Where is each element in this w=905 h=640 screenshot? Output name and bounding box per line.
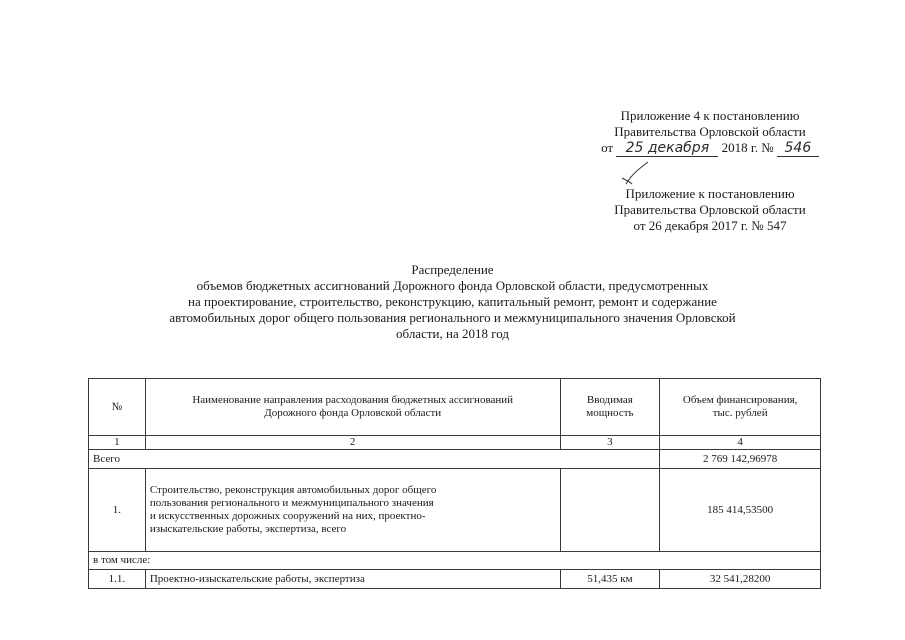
column-number-row xyxy=(89,436,821,450)
row-num: 1.1. xyxy=(89,570,146,589)
title-line4: автомобильных дорог общего пользования регионального и межмуниципального значения Орловской xyxy=(169,310,736,325)
row-num: 1. xyxy=(89,469,146,552)
title-line1: Распределение xyxy=(411,262,494,277)
header-name: Наименование направления расходования бюджетных ассигнований Дорожного фонда Орловской области xyxy=(145,379,560,436)
table-header-row xyxy=(89,379,821,436)
document-title xyxy=(100,262,805,342)
row-value: 32 541,28200 xyxy=(660,570,821,589)
appendix-previous-line3: от 26 декабря 2017 г. № 547 xyxy=(633,218,787,233)
row-name: Строительство, реконструкция автомобильных дорог общего пользования регионального и межмуниципального значения и искусственных дорожных сооружений на них, проектно- изыскательские работы, экспертиза, всего xyxy=(145,469,560,552)
date-prefix: от xyxy=(601,140,614,155)
title-line3: на проектирование, строительство, реконструкцию, капитальный ремонт, ремонт и содержание xyxy=(188,294,717,309)
appendix-current-line2: Правительства Орловской области xyxy=(614,124,806,139)
title-line5: области, на 2018 год xyxy=(396,326,509,341)
appendix-previous-line2: Правительства Орловской области xyxy=(614,202,806,217)
year-text: 2018 г. № xyxy=(721,140,774,155)
column-number: 4 xyxy=(660,436,821,450)
handwritten-date: 25 декабря xyxy=(616,140,718,157)
subheader-row xyxy=(89,552,821,570)
title-line2: объемов бюджетных ассигнований Дорожного фонда Орловской области, предусмотренных xyxy=(196,278,709,293)
appendix-current-block xyxy=(560,108,860,157)
header-volume: Объем финансирования, тыс. рублей xyxy=(660,379,821,436)
appendix-current-date-line xyxy=(560,140,860,157)
column-number: 1 xyxy=(89,436,146,450)
appendix-previous-block xyxy=(560,186,860,234)
total-label: Всего xyxy=(89,450,660,469)
total-row xyxy=(89,450,821,469)
appendix-previous-line1: Приложение к постановлению xyxy=(625,186,795,201)
appendix-current-line1: Приложение 4 к постановлению xyxy=(620,108,800,123)
header-num: № xyxy=(89,379,146,436)
column-number: 3 xyxy=(560,436,660,450)
row-capacity: 51,435 км xyxy=(560,570,660,589)
budget-table xyxy=(88,378,821,589)
subheader-label: в том числе: xyxy=(89,552,821,570)
row-capacity xyxy=(560,469,660,552)
total-value: 2 769 142,96978 xyxy=(660,450,821,469)
table-row xyxy=(89,469,821,552)
row-value: 185 414,53500 xyxy=(660,469,821,552)
handwritten-number: 546 xyxy=(777,140,819,157)
handwriting-stroke-icon xyxy=(612,160,652,186)
row-name: Проектно-изыскательские работы, экспертиза xyxy=(145,570,560,589)
table-row xyxy=(89,570,821,589)
header-capacity: Вводимая мощность xyxy=(560,379,660,436)
column-number: 2 xyxy=(145,436,560,450)
